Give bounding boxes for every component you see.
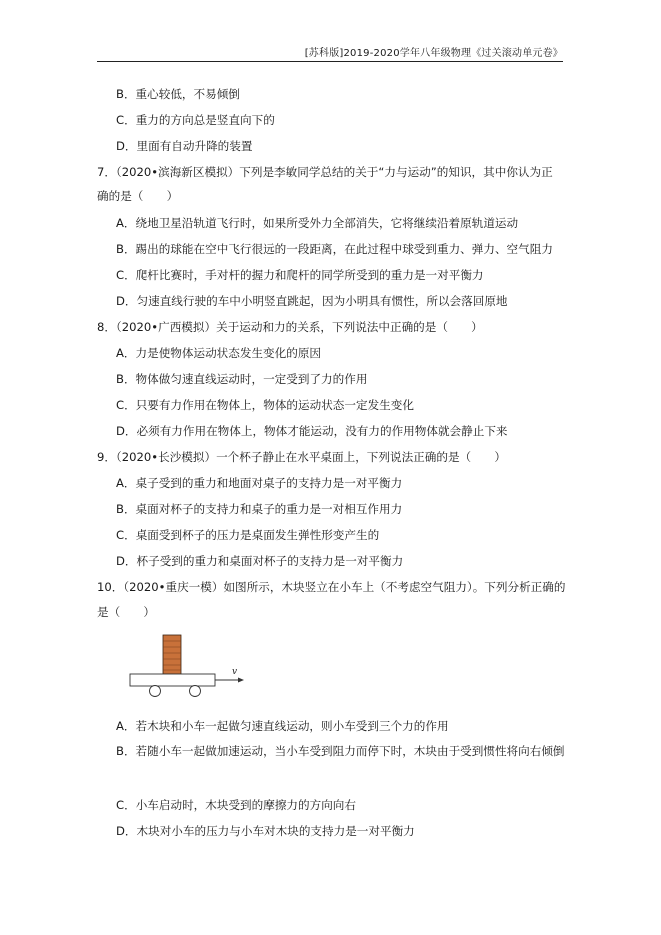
- q9-option-c: C．桌面受到杯子的压力是桌面发生弹性形变产生的: [116, 528, 380, 542]
- header-rule: [97, 61, 563, 62]
- cart-wheel-right: [190, 686, 201, 697]
- q8-stem: 8．（2020•广西模拟）关于运动和力的关系，下列说法中正确的是（ ）: [97, 320, 483, 334]
- q7-option-c: C．爬杆比赛时，手对杆的握力和爬杆的同学所受到的重力是一对平衡力: [116, 268, 484, 282]
- q8-option-c: C．只要有力作用在物体上，物体的运动状态一定发生变化: [116, 398, 414, 412]
- q6-option-c: C．重力的方向总是竖直向下的: [116, 113, 275, 127]
- q6-option-d: D．里面有自动升降的装置: [116, 139, 253, 153]
- q8-option-d: D．必须有力作用在物体上，物体才能运动，没有力的作用物体就会静止下来: [116, 424, 508, 438]
- q9-option-d: D．杯子受到的重力和桌面对杯子的支持力是一对平衡力: [116, 554, 404, 568]
- cart-body: [130, 674, 215, 686]
- q8-option-a: A．力是使物体运动状态发生变化的原因: [116, 346, 322, 360]
- q8-option-b: B．物体做匀速直线运动时，一定受到了力的作用: [116, 372, 368, 386]
- q7-stem-line2: 确的是（ ）: [97, 189, 179, 203]
- q7-option-a: A．绕地卫星沿轨道飞行时，如果所受外力全部消失，它将继续沿着原轨道运动: [116, 216, 519, 230]
- q10-option-c: C．小车启动时，木块受到的摩擦力的方向向右: [116, 798, 356, 812]
- velocity-label: v: [232, 667, 238, 677]
- q7-option-d: D．匀速直线行驶的车中小明竖直跳起，因为小明具有惯性，所以会落回原地: [116, 294, 508, 308]
- cart-wheel-left: [150, 686, 161, 697]
- q10-option-b: B．若随小车一起做加速运动，当小车受到阻力而停下时，木块由于受到惯性将向右倾倒: [116, 744, 565, 758]
- arrow-head: [238, 678, 244, 683]
- q7-stem-line1: 7．（2020•滨海新区模拟）下列是李敏同学总结的关于“力与运动”的知识，其中你认为正: [97, 165, 553, 179]
- q9-option-a: A．桌子受到的重力和地面对桌子的支持力是一对平衡力: [116, 476, 403, 490]
- q9-option-b: B．桌面对杯子的支持力和桌子的重力是一对相互作用力: [116, 502, 403, 516]
- q7-option-b: B．踢出的球能在空中飞行很远的一段距离，在此过程中球受到重力、弹力、空气阻力: [116, 242, 553, 256]
- q6-option-b: B．重心较低，不易倾倒: [116, 87, 240, 101]
- q10-stem-line1: 10．（2020•重庆一模）如图所示，木块竖立在小车上（不考虑空气阻力）。下列分析正确的: [97, 580, 566, 594]
- q10-option-a: A．若木块和小车一起做匀速直线运动，则小车受到三个力的作用: [116, 719, 449, 733]
- q10-stem-line2: 是（ ）: [97, 605, 155, 619]
- q10-option-d: D．木块对小车的压力与小车对木块的支持力是一对平衡力: [116, 824, 415, 838]
- page-header: [苏科版]2019-2020学年八年级物理《过关滚动单元卷》: [304, 48, 563, 59]
- cart-block-figure: [128, 632, 248, 698]
- q9-stem: 9．（2020•长沙模拟）一个杯子静止在水平桌面上，下列说法正确的是（ ）: [97, 450, 506, 464]
